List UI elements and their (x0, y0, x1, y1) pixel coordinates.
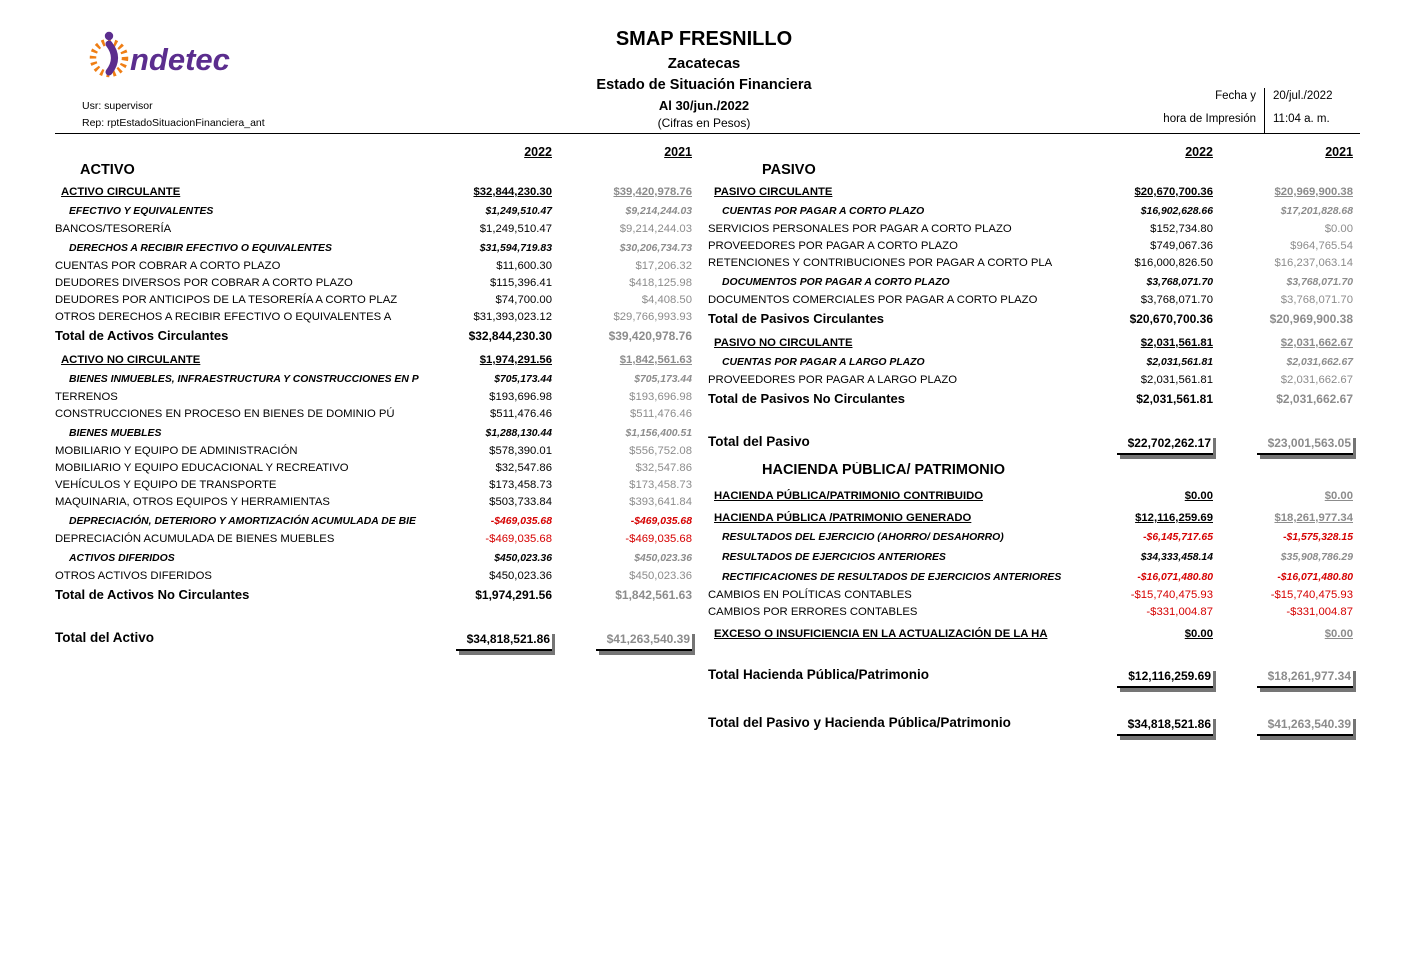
value-2022: $3,768,071.70 (1146, 277, 1213, 288)
value-2022: $32,844,230.30 (468, 329, 552, 343)
row-label: DOCUMENTOS COMERCIALES POR PAGAR A CORTO PLAZO (708, 294, 1038, 306)
value-2022: $1,974,291.56 (479, 354, 552, 366)
row-label: RESULTADOS DEL EJERCICIO (AHORRO/ DESAHORRO) (722, 532, 1004, 543)
value-2022: -$331,004.87 (1146, 606, 1213, 618)
statement-row-item (55, 477, 692, 494)
activo-rows (55, 184, 692, 654)
statement-row-group (55, 426, 692, 443)
value-2022: $34,333,458.14 (1140, 552, 1213, 563)
value-2021: $556,752.08 (629, 445, 692, 457)
value-2021: $30,206,734.73 (619, 243, 692, 254)
value-2022: $31,393,023.12 (473, 311, 552, 323)
value-2021: $1,156,400.51 (625, 428, 692, 439)
row-label: Total de Pasivos Circulantes (708, 311, 885, 326)
row-label: Total del Activo (55, 630, 155, 645)
report-name: Estado de Situación Financiera (596, 77, 812, 93)
value-2022: $115,396.41 (490, 277, 552, 289)
year-2022-header: 2022 (1185, 145, 1213, 159)
value-2021: -$469,035.68 (630, 516, 692, 527)
statement-row-total (708, 311, 1353, 330)
value-2022: $152,734.80 (1150, 223, 1213, 235)
value-2022: -$469,035.68 (485, 533, 552, 545)
statement-row-section (708, 184, 1353, 201)
print-time-value: 11:04 a. m. (1264, 111, 1362, 134)
year-header-right (708, 145, 1353, 159)
row-label: MOBILIARIO Y EQUIPO EDUCACIONAL Y RECREATIVO (55, 462, 349, 474)
value-2022: $20,670,700.36 (1129, 312, 1213, 326)
svg-text:ndetec: ndetec (130, 42, 230, 77)
statement-row-item (55, 460, 692, 477)
row-label: CAMBIOS EN POLÍTICAS CONTABLES (708, 589, 912, 601)
value-2022: $503,733.84 (489, 496, 552, 508)
year-2022-header: 2022 (524, 145, 552, 159)
value-2022: $11,600.30 (496, 260, 552, 272)
row-label: CUENTAS POR PAGAR A LARGO PLAZO (722, 357, 925, 368)
statement-row-grand (708, 667, 1353, 691)
row-label: Total del Pasivo y Hacienda Pública/Patrimonio (708, 715, 1011, 730)
value-2022: $3,768,071.70 (1140, 294, 1213, 306)
value-2022: $74,700.00 (495, 294, 552, 306)
row-label: HACIENDA PÚBLICA/ PATRIMONIO (762, 462, 1006, 478)
pasivo-title: PASIVO (762, 162, 816, 178)
statement-row-item (55, 443, 692, 460)
value-2021 (552, 630, 692, 654)
value-2021: $450,023.36 (634, 553, 692, 564)
value-2022: $705,173.44 (494, 374, 552, 385)
value-2021: $1,842,561.63 (619, 354, 692, 366)
row-label: OTROS ACTIVOS DIFERIDOS (55, 570, 212, 582)
value-2021: -$469,035.68 (625, 533, 692, 545)
value-2022: $0.00 (1184, 628, 1213, 640)
row-label: HACIENDA PÚBLICA/PATRIMONIO CONTRIBUIDO (714, 490, 984, 502)
statement-row-group (708, 204, 1353, 221)
row-label: EFECTIVO Y EQUIVALENTES (69, 206, 214, 217)
value-2022: $511,476.46 (490, 408, 552, 420)
row-label: ACTIVO NO CIRCULANTE (61, 354, 201, 366)
activo-title: ACTIVO (80, 162, 135, 178)
row-label: RESULTADOS DE EJERCICIOS ANTERIORES (722, 552, 946, 563)
row-label: Total de Pasivos No Circulantes (708, 391, 905, 406)
row-label: PROVEEDORES POR PAGAR A CORTO PLAZO (708, 240, 958, 252)
value-2021: $35,908,786.29 (1280, 552, 1353, 563)
value-2021: $173,458.73 (629, 479, 692, 491)
statement-row-section (55, 184, 692, 201)
value-2021: $2,031,662.67 (1286, 357, 1353, 368)
statement-row-group (55, 204, 692, 221)
value-2021: $964,765.54 (1290, 240, 1353, 252)
statement-row-group (55, 551, 692, 568)
value-2022: $1,249,510.47 (485, 206, 552, 217)
value-2021: $9,214,244.03 (625, 206, 692, 217)
statement-row-item (55, 494, 692, 511)
value-2022: $1,249,510.47 (479, 223, 552, 235)
row-label: HACIENDA PÚBLICA /PATRIMONIO GENERADO (714, 512, 972, 524)
statement-row-group (708, 570, 1353, 587)
row-label: RECTIFICACIONES DE RESULTADOS DE EJERCICIOS ANTERIORES (722, 572, 1062, 583)
row-label: ACTIVOS DIFERIDOS (69, 553, 175, 564)
value-2022: -$16,071,480.80 (1137, 572, 1213, 583)
statement-row-item (55, 568, 692, 585)
print-time-label: hora de Impresión (1163, 113, 1256, 125)
value-2021: $32,547.86 (635, 462, 692, 474)
value-2022: -$469,035.68 (490, 516, 552, 527)
row-label: CUENTAS POR COBRAR A CORTO PLAZO (55, 260, 281, 272)
activo-column (55, 145, 692, 654)
value-2022: $16,902,628.66 (1140, 206, 1213, 217)
value-2022: $450,023.36 (489, 570, 552, 582)
statement-row-item (708, 604, 1353, 621)
statement-row-group (708, 550, 1353, 567)
statement-row-grand (708, 715, 1353, 739)
statement-row-section (708, 335, 1353, 352)
statement-row-item (708, 255, 1353, 272)
year-header-left (55, 145, 692, 159)
row-label: EXCESO O INSUFICIENCIA EN LA ACTUALIZACIÓN DE LA HA (714, 628, 1048, 640)
row-label: Total de Activos No Circulantes (55, 587, 250, 602)
value-2021: $20,969,900.38 (1274, 186, 1353, 198)
value-2022: $2,031,561.81 (1146, 357, 1213, 368)
entity-title: SMAP FRESNILLO (615, 28, 793, 50)
value-2021: $418,125.98 (629, 277, 692, 289)
value-2021: $18,261,977.34 (1274, 512, 1353, 524)
statement-row-item (55, 309, 692, 326)
value-2022: -$6,145,717.65 (1143, 532, 1213, 543)
statement-row-item (55, 275, 692, 292)
value-2022 (1101, 667, 1213, 691)
statement-row-grand (708, 434, 1353, 458)
value-2021: $3,768,071.70 (1286, 277, 1353, 288)
row-label: BANCOS/TESORERÍA (55, 223, 172, 235)
row-label: SERVICIOS PERSONALES POR PAGAR A CORTO PLAZO (708, 223, 1012, 235)
row-label: DEPRECIACIÓN ACUMULADA DE BIENES MUEBLES (55, 533, 335, 545)
print-info (1163, 88, 1362, 134)
statement-row-grand (55, 630, 692, 654)
value-2021: $16,237,063.14 (1274, 257, 1353, 269)
value-2021: $4,408.50 (641, 294, 692, 306)
statement-row-group (708, 355, 1353, 372)
row-label: PASIVO CIRCULANTE (714, 186, 833, 198)
value-2021: $0.00 (1324, 223, 1353, 235)
value-2022 (1101, 715, 1213, 739)
statement-row-total (708, 391, 1353, 410)
statement-row-hdr (708, 462, 1353, 483)
report-id: Rep: rptEstadoSituacionFinanciera_ant (82, 117, 265, 129)
value-2022: $16,000,826.50 (1134, 257, 1213, 269)
value-2021: $450,023.36 (629, 570, 692, 582)
row-label: RETENCIONES Y CONTRIBUCIONES POR PAGAR A CORTO PLA (708, 257, 1053, 269)
value-2021: $9,214,244.03 (619, 223, 692, 235)
value-2021: $705,173.44 (634, 374, 692, 385)
row-label: Total del Pasivo (708, 434, 810, 449)
value-2022: $0.00 (1184, 490, 1213, 502)
statement-row-group (708, 530, 1353, 547)
row-label: DEUDORES POR ANTICIPOS DE LA TESORERÍA A CORTO PLAZ (55, 294, 398, 306)
row-label: DOCUMENTOS POR PAGAR A CORTO PLAZO (722, 277, 950, 288)
pasivo-column (708, 145, 1353, 739)
print-date-label: Fecha y (1215, 90, 1256, 102)
row-label: ACTIVO CIRCULANTE (61, 186, 181, 198)
header-divider (55, 133, 1360, 134)
value-2022: $1,288,130.44 (485, 428, 552, 439)
value-2021: $17,201,828.68 (1280, 206, 1353, 217)
statement-row-item (55, 531, 692, 548)
value-2021: -$16,071,480.80 (1277, 572, 1353, 583)
year-2021-header: 2021 (1325, 145, 1353, 159)
statement-row-item (55, 292, 692, 309)
value-2022: $2,031,561.81 (1140, 374, 1213, 386)
value-2021: $2,031,662.67 (1280, 374, 1353, 386)
value-2022 (1101, 434, 1213, 458)
statement-row-group (708, 275, 1353, 292)
row-label: BIENES MUEBLES (69, 428, 162, 439)
row-label: MAQUINARIA, OTROS EQUIPOS Y HERRAMIENTAS (55, 496, 330, 508)
row-label: TERRENOS (55, 391, 118, 403)
value-2021: $2,031,662.67 (1276, 392, 1353, 406)
value-2022: $193,696.98 (489, 391, 552, 403)
pasivo-rows (708, 184, 1353, 739)
value-2021: $29,766,993.93 (613, 311, 692, 323)
value-2021: -$1,575,328.15 (1283, 532, 1353, 543)
row-label: MOBILIARIO Y EQUIPO DE ADMINISTRACIÓN (55, 445, 298, 457)
value-2022: $450,023.36 (494, 553, 552, 564)
value-2021: $393,641.84 (629, 496, 692, 508)
value-2022: $32,547.86 (495, 462, 552, 474)
row-label: PASIVO NO CIRCULANTE (714, 337, 853, 349)
statement-row-item (55, 221, 692, 238)
value-2021 (1213, 667, 1353, 691)
print-date-value: 20/jul./2022 (1264, 88, 1362, 111)
row-label: DEPRECIACIÓN, DETERIORO Y AMORTIZACIÓN ACUMULADA DE BIE (69, 516, 416, 527)
value-2022: $2,031,561.81 (1136, 392, 1213, 406)
statement-row-item (708, 372, 1353, 389)
value-2022-boxed: $34,818,521.86 (456, 630, 552, 651)
value-2022: $2,031,561.81 (1140, 337, 1213, 349)
statement-row-group (55, 372, 692, 389)
value-2021 (1213, 434, 1353, 458)
value-2021-boxed: $18,261,977.34 (1257, 667, 1353, 688)
value-2021: $193,696.98 (629, 391, 692, 403)
value-2022-boxed: $12,116,259.69 (1117, 667, 1213, 688)
row-label: CUENTAS POR PAGAR A CORTO PLAZO (722, 206, 925, 217)
value-2022: $749,067.36 (1150, 240, 1213, 252)
value-2022-boxed: $34,818,521.86 (1117, 715, 1213, 736)
value-2021: -$331,004.87 (1286, 606, 1353, 618)
value-2022 (440, 630, 552, 654)
value-2021: -$15,740,475.93 (1270, 589, 1353, 601)
row-label: BIENES INMUEBLES, INFRAESTRUCTURA Y CONSTRUCCIONES EN P (69, 374, 419, 385)
statement-row-section (708, 510, 1353, 527)
statement-row-item (55, 258, 692, 275)
row-label: OTROS DERECHOS A RECIBIR EFECTIVO O EQUIVALENTES A (55, 311, 392, 323)
value-2021-boxed: $41,263,540.39 (1257, 715, 1353, 736)
statement-row-group (55, 514, 692, 531)
row-label: CAMBIOS POR ERRORES CONTABLES (708, 606, 918, 618)
report-date: Al 30/jun./2022 (658, 98, 750, 113)
year-2021-header: 2021 (664, 145, 692, 159)
user-info: Usr: supervisor (82, 100, 153, 112)
row-label: DERECHOS A RECIBIR EFECTIVO O EQUIVALENTES (69, 243, 332, 254)
statement-row-item (708, 587, 1353, 604)
value-2022: $31,594,719.83 (479, 243, 552, 254)
value-2022: $173,458.73 (489, 479, 552, 491)
value-2021-boxed: $41,263,540.39 (596, 630, 692, 651)
value-2022: -$15,740,475.93 (1130, 589, 1213, 601)
statement-row-item (708, 221, 1353, 238)
statement-row-item (55, 389, 692, 406)
value-2021: $20,969,900.38 (1269, 312, 1353, 326)
value-2022: $12,116,259.69 (1135, 512, 1213, 524)
value-2022: $578,390.01 (489, 445, 552, 457)
value-2021: $17,206.32 (635, 260, 692, 272)
value-2021: $2,031,662.67 (1280, 337, 1353, 349)
row-label: VEHÍCULOS Y EQUIPO DE TRANSPORTE (55, 479, 277, 491)
row-label: DEUDORES DIVERSOS POR COBRAR A CORTO PLAZO (55, 277, 353, 289)
statement-row-item (55, 406, 692, 423)
value-2022: $1,974,291.56 (475, 588, 552, 602)
statement-row-section (708, 626, 1353, 643)
statement-row-item (708, 292, 1353, 309)
value-2021 (1213, 715, 1353, 739)
value-2021: $1,842,561.63 (615, 588, 692, 602)
value-2021: $39,420,978.76 (613, 186, 692, 198)
value-2021: $3,768,071.70 (1280, 294, 1353, 306)
statement-row-section (55, 352, 692, 369)
value-2022: $20,670,700.36 (1134, 186, 1213, 198)
row-label: PROVEEDORES POR PAGAR A LARGO PLAZO (708, 374, 958, 386)
row-label: Total Hacienda Pública/Patrimonio (708, 667, 930, 682)
statement-row-item (708, 238, 1353, 255)
statement-row-total (55, 328, 692, 347)
statement-row-total (55, 587, 692, 606)
units-note: (Cifras en Pesos) (657, 116, 751, 130)
value-2021: $511,476.46 (630, 408, 692, 420)
row-label: CONSTRUCCIONES EN PROCESO EN BIENES DE DOMINIO PÚ (55, 408, 395, 420)
value-2021-boxed: $23,001,563.05 (1257, 434, 1353, 455)
value-2021: $39,420,978.76 (608, 329, 692, 343)
row-label: Total de Activos Circulantes (55, 328, 229, 343)
value-2022-boxed: $22,702,262.17 (1117, 434, 1213, 455)
value-2021: $0.00 (1324, 628, 1353, 640)
statement-row-section (708, 488, 1353, 505)
state-subtitle: Zacatecas (667, 55, 741, 72)
value-2021: $0.00 (1324, 490, 1353, 502)
value-2022: $32,844,230.30 (473, 186, 552, 198)
statement-row-group (55, 241, 692, 258)
